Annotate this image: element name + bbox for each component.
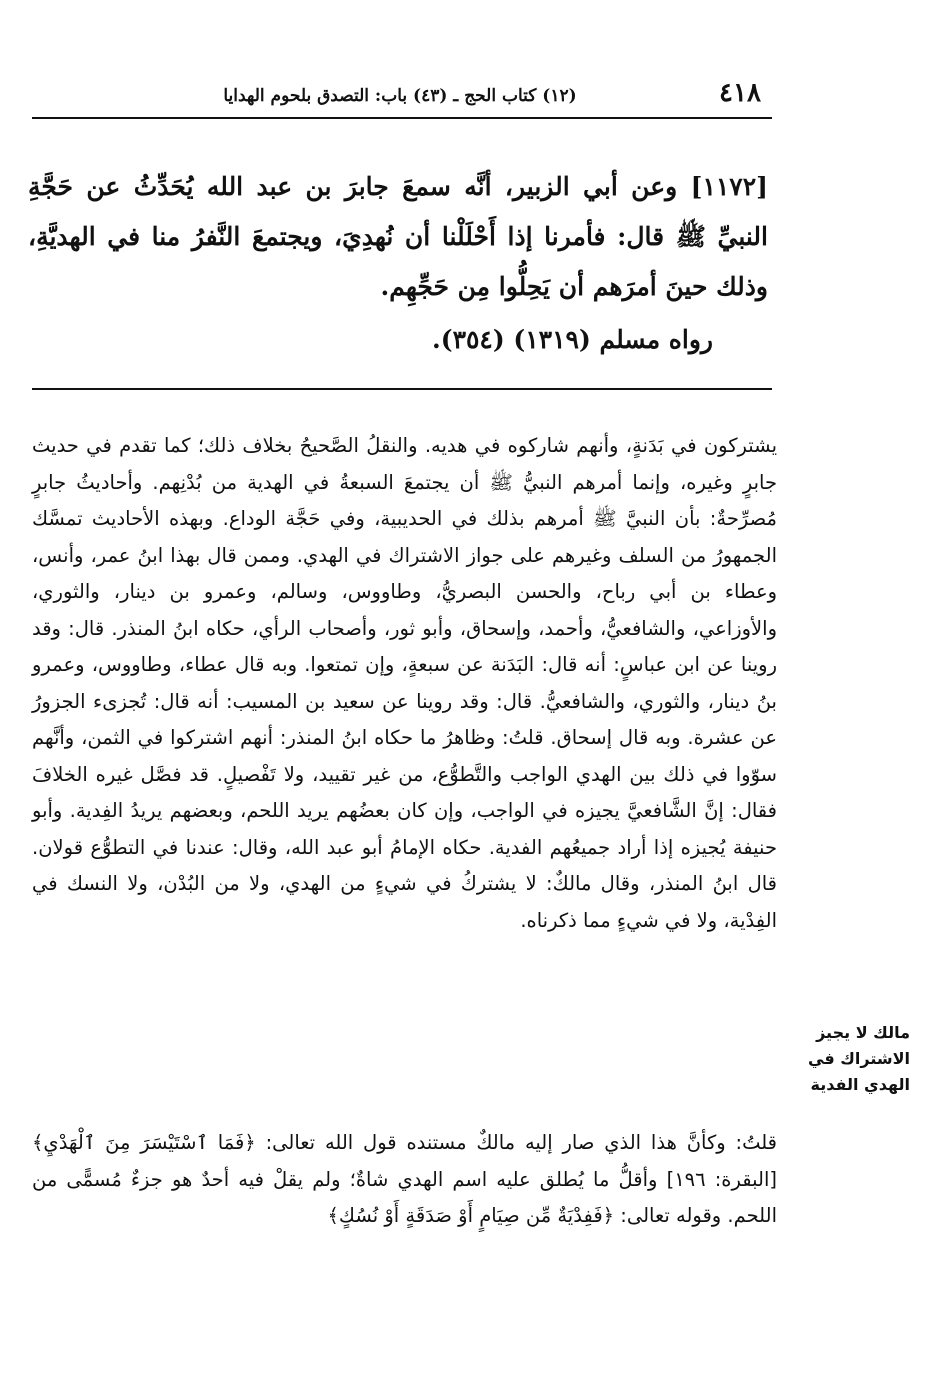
commentary-paragraph-2: قلتُ: وكأنَّ هذا الذي صار إليه مالكٌ مستنده قول الله تعالى: ﴿فَمَا ٱسْتَيْسَرَ مِنَ ٱلْهَدْيِ﴾ [البقرة: ١٩٦] وأقلُّ ما يُطلق عليه اسم الهدي شاةٌ؛ ولم يقلْ فيه أحدٌ هو جزءٌ مُسمًّى من اللحم. وقوله تعالى: ﴿فَفِدْيَةٌ مِّن صِيَامٍ أَوْ صَدَقَةٍ أَوْ نُسُكٍ﴾ (32, 1131, 777, 1227)
running-title: (١٢) كتاب الحج ـ (٤٣) باب: التصدق بلحوم الهدايا (223, 86, 577, 106)
page-number: ٤١٨ (719, 78, 761, 108)
commentary-paragraph-1: يشتركون في بَدَنةٍ، وأنهم شاركوه في هديه. والنقلُ الصَّحيحُ بخلاف ذلك؛ كما تقدم في حديث جابرٍ وغيره، وإنما أمرهم النبيُّ ﷺ أن يجتمعَ السبعةُ في الهدية من بُدْنِهم. وأحاديثُ جابرٍ مُصرِّحةٌ: بأن النبيَّ ﷺ أمرهم بذلك في الحديبية، وفي حَجَّة الوداع. وبهذه الأحاديث تمسَّك الجمهورُ من السلف وغيرهم على جواز الاشتراك في الهدي. وممن قال بهذا ابنُ عمر، وأنس، وعطاء بن أبي رباح، والحسن البصريُّ، وطاووس، وسالم، وعمرو بن دينار، والثوري، والأوزاعي، والشافعيُّ، وأحمد، وإسحاق، وأبو ثور، وأصحاب الرأي، حكاه ابنُ المنذر. قال: وقد روينا عن ابن عباسٍ: أنه قال: البَدَنة عن سبعةٍ، وإن تمتعوا. وبه قال عطاء، وطاووس، وعمرو بنُ دينار، والثوري، والشافعيُّ. قال: وقد روينا عن سعيد بن المسيب: أنه قال: تُجزىء الجزورُ عن عشرة. وبه قال إسحاق. قلتُ: وظاهرُ ما حكاه ابنُ المنذر: أنهم اشتركوا في الثمن، وأنَّهم سوّوا في ذلك بين الهدي الواجب والتَّطوُّع، من غير تقييد، ولا تَفْصيلٍ. قد فصَّل غيره الخلافَ فقال: إنَّ الشَّافعيَّ يجيزه في الواجب، وإن كان بعضُهم يريد اللحم، وبعضهم يريدُ الفِدية. وأبو حنيفة يُجيزه إذا أراد جميعُهم الفدية. حكاه الإمامُ أبو عبد الله، وقال: عندنا في التطوُّع قولان. قال ابنُ المنذر، وقال مالكٌ: لا يشتركُ في شيءٍ من الهدي، ولا من البُدْن، ولا النسك في الفِدْية، ولا في شيءٍ مما ذكرناه. (32, 434, 777, 932)
marginal-note: مالك لا يجيز الاشتراك في الهدي الفدية (808, 1023, 910, 1094)
hadith-text: [١١٧٢] وعن أبي الزبير، أنَّه سمعَ جابرَ بن عبد الله يُحَدِّثُ عن حَجَّةِ النبيِّ ﷺ قال: فأمرنا إذا أَحْلَلْنا أن نُهدِيَ، ويجتمعَ النَّفرُ منا في الهديَّةِ، وذلك حينَ أمرَهم أن يَحِلُّوا مِن حَجِّهِم. (28, 172, 768, 301)
header-rule (32, 117, 772, 119)
section-divider (32, 388, 772, 390)
hadith-source: رواه مسلم (١٣١٩) (٣٥٤). (432, 325, 713, 354)
